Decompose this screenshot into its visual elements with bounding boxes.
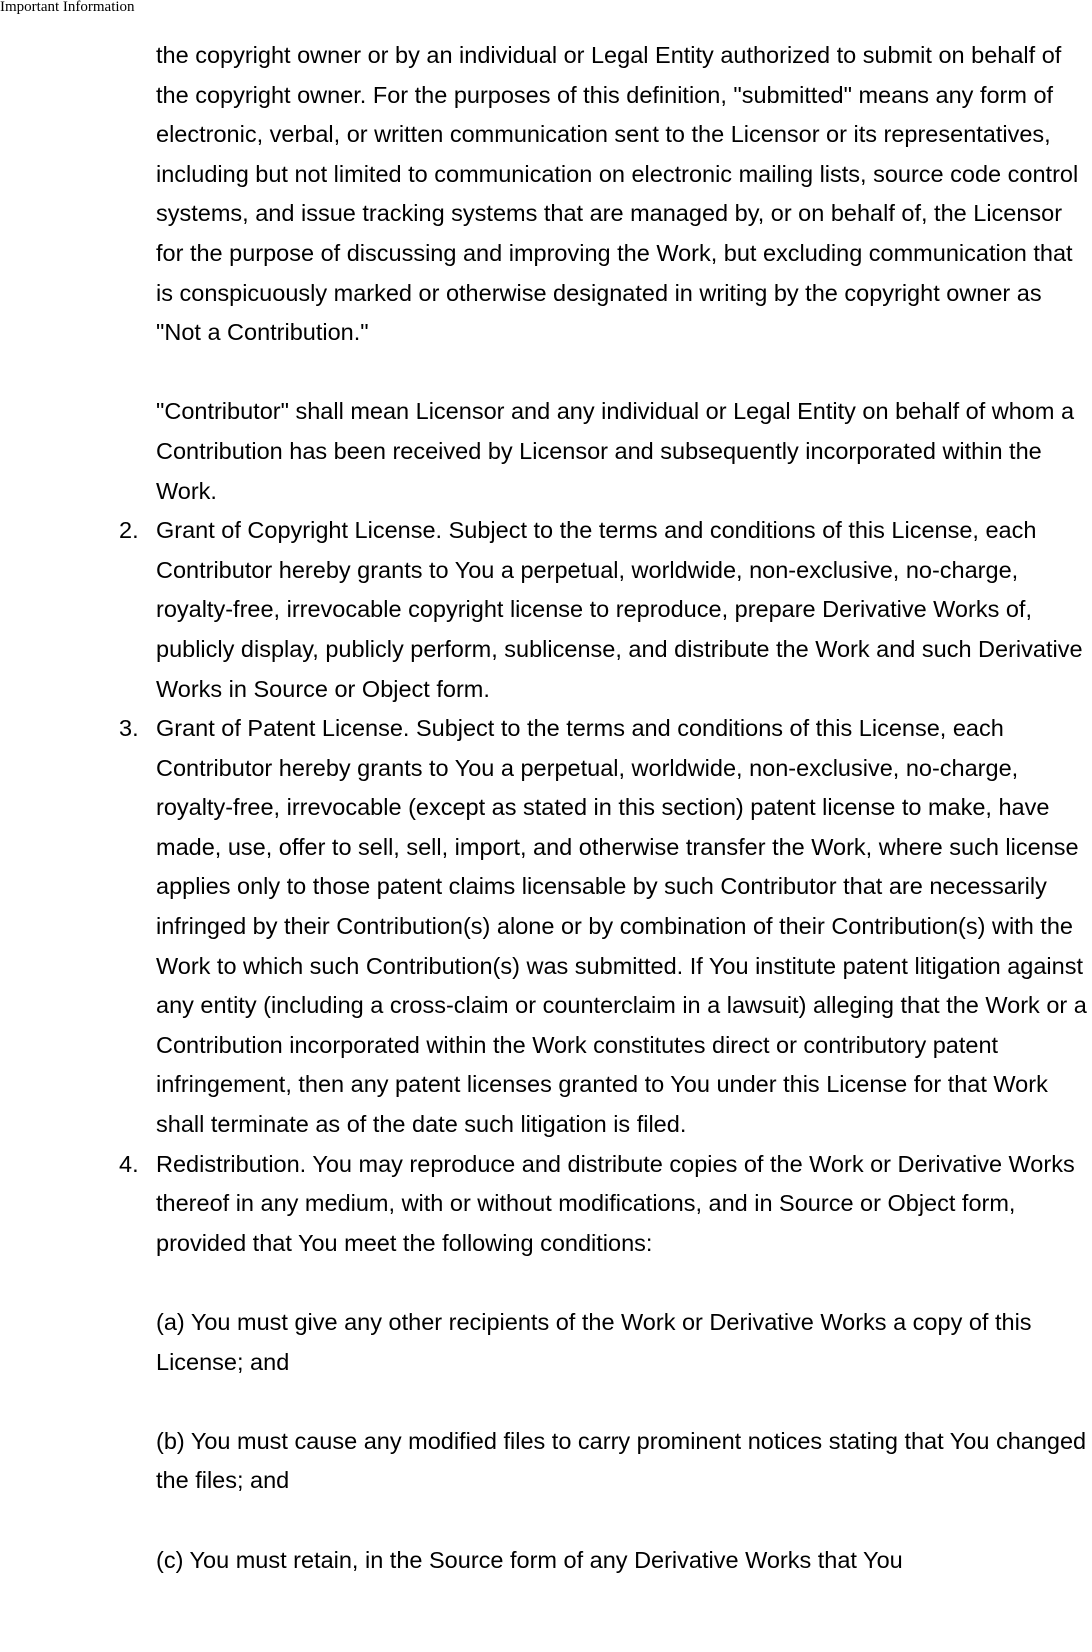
section-text: Redistribution. You may reproduce and distribute copies of the Work or Derivative Works thereof in any medium, with or without modifications, and in Source or Object form, provided that You meet the following conditions:: [156, 1150, 1075, 1256]
section-number: 2.: [119, 517, 139, 544]
paragraph-spacer: [156, 1501, 1092, 1541]
section-3-patent-license: [119, 709, 1092, 1145]
paragraph-spacer: [156, 1382, 1092, 1422]
condition-b: (b) You must cause any modified files to carry prominent notices stating that You changed the files; and: [156, 1427, 1087, 1494]
section-number: 4.: [119, 1150, 139, 1177]
contributor-definition: "Contributor" shall mean Licensor and any individual or Legal Entity on behalf of whom a Contribution has been received by Licensor and subsequently incorporated within the Work.: [156, 398, 1075, 504]
section-2-copyright-license: [119, 511, 1092, 709]
section-4-redistribution: [119, 1145, 1092, 1264]
section-text: Grant of Patent License. Subject to the terms and conditions of this License, each Contributor hereby grants to You a perpetual, worldwide, non-exclusive, no-charge, royalty-free, irrevocable (except as stated in this section) patent license to make, have made, use, offer to sell, sell, import, and otherwise transfer the Work, where such license applies only to those patent claims licensable by such Contributor that are necessarily infringed by their Contribution(s) alone or by combination of their Contribution(s) with the Work to which such Contribution(s) was submitted. If You institute patent litigation against any entity (including a cross-claim or counterclaim in a lawsuit) alleging that the Work or a Contribution incorporated within the Work constitutes direct or contributory patent infringement, then any patent licenses granted to You under this License for that Work shall terminate as of the date such litigation is filed.: [156, 715, 1087, 1138]
contribution-definition-continuation: the copyright owner or by an individual or Legal Entity authorized to submit on behalf of the copyright owner. For the purposes of this definition, "submitted" means any form of electronic, verbal, or written communication sent to the Licensor or its representatives, including but not limited to communication on electronic mailing lists, source code control systems, and issue tracking systems that are managed by, or on behalf of, the Licensor for the purpose of discussing and improving the Work, but excluding communication that is conspicuously marked or otherwise designated in writing by the copyright owner as "Not a Contribution.": [156, 42, 1079, 346]
section-text: Grant of Copyright License. Subject to the terms and conditions of this License, each Contributor hereby grants to You a perpetual, worldwide, non-exclusive, no-charge, royalty-free, irrevocable copyright license to reproduce, prepare Derivative Works of, publicly display, publicly perform, sublicense, and distribute the Work and such Derivative Works in Source or Object form.: [156, 517, 1083, 702]
condition-c: (c) You must retain, in the Source form of any Derivative Works that You: [156, 1546, 903, 1573]
license-text-body: [119, 36, 1092, 1580]
section-number: 3.: [119, 715, 139, 742]
page-header-title: Important Information: [0, 0, 135, 15]
paragraph-spacer: [156, 1263, 1092, 1303]
condition-a: (a) You must give any other recipients of the Work or Derivative Works a copy of this License; and: [156, 1309, 1032, 1375]
paragraph-spacer: [156, 353, 1092, 393]
